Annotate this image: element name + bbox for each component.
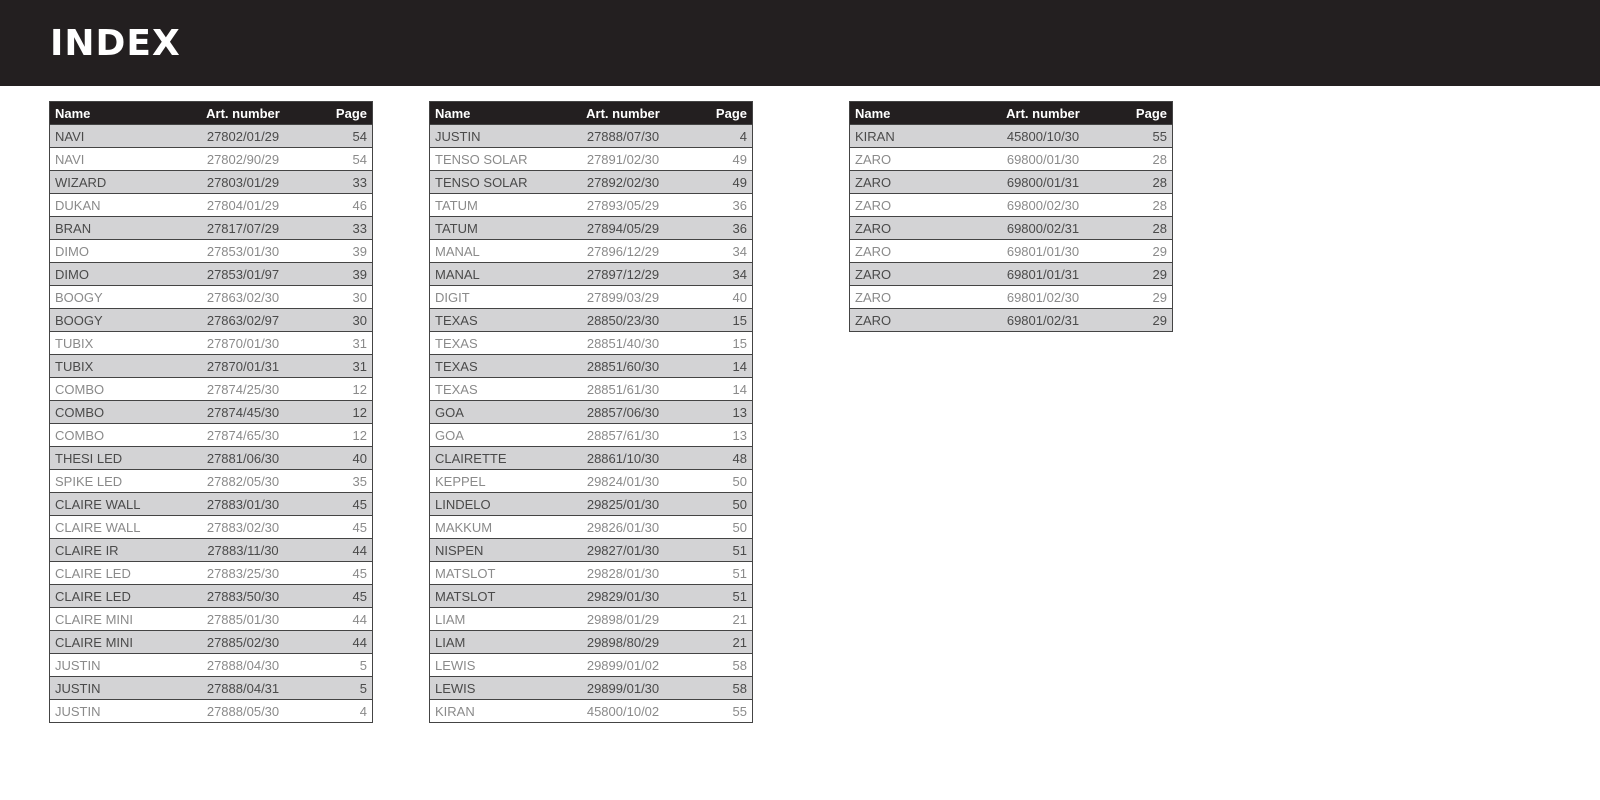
table-row xyxy=(430,654,753,677)
table-row xyxy=(850,217,1173,240)
table-row xyxy=(850,286,1173,309)
cell-page: 44 xyxy=(308,631,373,654)
cell-name: LEWIS xyxy=(430,677,559,700)
cell-page: 13 xyxy=(688,424,753,447)
cell-art-number: 28851/60/30 xyxy=(558,355,688,378)
table-row xyxy=(430,562,753,585)
cell-art-number: 29899/01/02 xyxy=(558,654,688,677)
cell-art-number: 27870/01/31 xyxy=(178,355,308,378)
cell-art-number: 69801/02/31 xyxy=(978,309,1108,332)
cell-art-number: 27882/05/30 xyxy=(178,470,308,493)
table-row xyxy=(50,332,373,355)
table-row xyxy=(50,217,373,240)
column-header-page: Page xyxy=(688,102,753,125)
column-header-name: Name xyxy=(50,102,179,125)
cell-page: 29 xyxy=(1108,309,1173,332)
cell-name: LINDELO xyxy=(430,493,559,516)
cell-page: 40 xyxy=(688,286,753,309)
table-row xyxy=(50,562,373,585)
table-row xyxy=(50,401,373,424)
cell-name: MATSLOT xyxy=(430,562,559,585)
table-row xyxy=(850,148,1173,171)
table-row xyxy=(50,378,373,401)
table-row xyxy=(50,286,373,309)
cell-name: ZARO xyxy=(850,309,979,332)
cell-art-number: 27804/01/29 xyxy=(178,194,308,217)
cell-art-number: 27888/04/31 xyxy=(178,677,308,700)
cell-name: DUKAN xyxy=(50,194,179,217)
cell-page: 14 xyxy=(688,355,753,378)
table-row xyxy=(50,608,373,631)
cell-name: MANAL xyxy=(430,240,559,263)
table-row xyxy=(430,677,753,700)
cell-name: DIGIT xyxy=(430,286,559,309)
table-row xyxy=(50,539,373,562)
table-row xyxy=(430,378,753,401)
cell-name: TEXAS xyxy=(430,309,559,332)
cell-page: 51 xyxy=(688,585,753,608)
cell-art-number: 69801/01/31 xyxy=(978,263,1108,286)
table-row xyxy=(430,125,753,148)
cell-name: JUSTIN xyxy=(430,125,559,148)
cell-name: TENSO SOLAR xyxy=(430,148,559,171)
cell-page: 36 xyxy=(688,217,753,240)
table-row xyxy=(850,194,1173,217)
table-row xyxy=(430,516,753,539)
cell-art-number: 27891/02/30 xyxy=(558,148,688,171)
cell-art-number: 29827/01/30 xyxy=(558,539,688,562)
cell-name: JUSTIN xyxy=(50,677,179,700)
cell-name: KIRAN xyxy=(430,700,559,723)
cell-page: 28 xyxy=(1108,148,1173,171)
cell-name: COMBO xyxy=(50,378,179,401)
cell-page: 40 xyxy=(308,447,373,470)
cell-page: 58 xyxy=(688,677,753,700)
page-title: INDEX xyxy=(50,23,181,64)
cell-page: 28 xyxy=(1108,194,1173,217)
column-header-page: Page xyxy=(1108,102,1173,125)
cell-art-number: 27802/01/29 xyxy=(178,125,308,148)
cell-art-number: 27894/05/29 xyxy=(558,217,688,240)
table-header-row xyxy=(850,102,1173,125)
cell-page: 33 xyxy=(308,217,373,240)
cell-name: NISPEN xyxy=(430,539,559,562)
cell-name: TATUM xyxy=(430,194,559,217)
cell-page: 14 xyxy=(688,378,753,401)
table-row xyxy=(50,355,373,378)
cell-page: 4 xyxy=(688,125,753,148)
cell-name: LEWIS xyxy=(430,654,559,677)
cell-art-number: 27888/07/30 xyxy=(558,125,688,148)
cell-name: GOA xyxy=(430,401,559,424)
cell-name: TENSO SOLAR xyxy=(430,171,559,194)
column-header-name: Name xyxy=(850,102,979,125)
cell-name: ZARO xyxy=(850,194,979,217)
table-row xyxy=(430,332,753,355)
cell-art-number: 28850/23/30 xyxy=(558,309,688,332)
column-header-name: Name xyxy=(430,102,559,125)
cell-page: 29 xyxy=(1108,263,1173,286)
cell-page: 45 xyxy=(308,585,373,608)
table-row xyxy=(430,539,753,562)
cell-art-number: 29828/01/30 xyxy=(558,562,688,585)
cell-name: WIZARD xyxy=(50,171,179,194)
table-row xyxy=(430,470,753,493)
cell-page: 13 xyxy=(688,401,753,424)
cell-name: ZARO xyxy=(850,171,979,194)
cell-art-number: 27888/05/30 xyxy=(178,700,308,723)
table-row xyxy=(850,171,1173,194)
cell-art-number: 27883/01/30 xyxy=(178,493,308,516)
cell-art-number: 69800/01/30 xyxy=(978,148,1108,171)
cell-name: CLAIRE MINI xyxy=(50,631,179,654)
table-row xyxy=(50,654,373,677)
cell-name: MANAL xyxy=(430,263,559,286)
cell-page: 45 xyxy=(308,562,373,585)
column-header-art-number: Art. number xyxy=(978,102,1108,125)
cell-art-number: 27863/02/30 xyxy=(178,286,308,309)
table-row xyxy=(430,631,753,654)
cell-art-number: 29898/01/29 xyxy=(558,608,688,631)
cell-page: 21 xyxy=(688,631,753,654)
cell-name: ZARO xyxy=(850,240,979,263)
index-table-2 xyxy=(429,101,753,723)
cell-name: CLAIRE MINI xyxy=(50,608,179,631)
table-row xyxy=(430,700,753,723)
cell-art-number: 27817/07/29 xyxy=(178,217,308,240)
cell-page: 51 xyxy=(688,562,753,585)
cell-page: 4 xyxy=(308,700,373,723)
cell-art-number: 29825/01/30 xyxy=(558,493,688,516)
cell-art-number: 28851/40/30 xyxy=(558,332,688,355)
cell-page: 45 xyxy=(308,493,373,516)
cell-name: NAVI xyxy=(50,125,179,148)
cell-page: 5 xyxy=(308,677,373,700)
cell-art-number: 29826/01/30 xyxy=(558,516,688,539)
cell-art-number: 29824/01/30 xyxy=(558,470,688,493)
cell-page: 28 xyxy=(1108,217,1173,240)
cell-name: THESI LED xyxy=(50,447,179,470)
cell-name: ZARO xyxy=(850,148,979,171)
cell-art-number: 29829/01/30 xyxy=(558,585,688,608)
cell-page: 28 xyxy=(1108,171,1173,194)
cell-page: 45 xyxy=(308,516,373,539)
cell-name: BOOGY xyxy=(50,309,179,332)
column-header-art-number: Art. number xyxy=(178,102,308,125)
cell-page: 31 xyxy=(308,355,373,378)
cell-page: 5 xyxy=(308,654,373,677)
cell-art-number: 69800/01/31 xyxy=(978,171,1108,194)
table-row xyxy=(430,148,753,171)
cell-page: 54 xyxy=(308,148,373,171)
table-row xyxy=(50,148,373,171)
table-row xyxy=(430,217,753,240)
cell-page: 30 xyxy=(308,309,373,332)
cell-name: SPIKE LED xyxy=(50,470,179,493)
cell-art-number: 28857/06/30 xyxy=(558,401,688,424)
table-row xyxy=(430,171,753,194)
cell-art-number: 27874/25/30 xyxy=(178,378,308,401)
cell-art-number: 28851/61/30 xyxy=(558,378,688,401)
cell-name: NAVI xyxy=(50,148,179,171)
cell-page: 54 xyxy=(308,125,373,148)
cell-name: DIMO xyxy=(50,240,179,263)
table-row xyxy=(430,401,753,424)
cell-page: 12 xyxy=(308,424,373,447)
cell-art-number: 27896/12/29 xyxy=(558,240,688,263)
cell-page: 33 xyxy=(308,171,373,194)
cell-page: 50 xyxy=(688,493,753,516)
cell-art-number: 27883/11/30 xyxy=(178,539,308,562)
table-row xyxy=(430,355,753,378)
table-row xyxy=(50,263,373,286)
cell-art-number: 27853/01/30 xyxy=(178,240,308,263)
cell-name: KIRAN xyxy=(850,125,979,148)
cell-page: 29 xyxy=(1108,240,1173,263)
cell-name: LIAM xyxy=(430,608,559,631)
cell-name: ZARO xyxy=(850,263,979,286)
cell-page: 21 xyxy=(688,608,753,631)
column-header-art-number: Art. number xyxy=(558,102,688,125)
cell-art-number: 27893/05/29 xyxy=(558,194,688,217)
cell-name: BRAN xyxy=(50,217,179,240)
table-row xyxy=(430,263,753,286)
table-row xyxy=(50,424,373,447)
table-row xyxy=(430,424,753,447)
cell-art-number: 29899/01/30 xyxy=(558,677,688,700)
cell-art-number: 69800/02/31 xyxy=(978,217,1108,240)
index-table-1 xyxy=(49,101,373,723)
cell-art-number: 29898/80/29 xyxy=(558,631,688,654)
table-row xyxy=(430,286,753,309)
cell-page: 30 xyxy=(308,286,373,309)
table-row xyxy=(430,608,753,631)
cell-page: 39 xyxy=(308,240,373,263)
cell-art-number: 27874/65/30 xyxy=(178,424,308,447)
table-header-row xyxy=(50,102,373,125)
table-row xyxy=(50,125,373,148)
cell-art-number: 27802/90/29 xyxy=(178,148,308,171)
table-row xyxy=(430,585,753,608)
table-row xyxy=(50,493,373,516)
cell-art-number: 27853/01/97 xyxy=(178,263,308,286)
cell-name: TEXAS xyxy=(430,355,559,378)
table-row xyxy=(50,171,373,194)
cell-page: 44 xyxy=(308,539,373,562)
cell-page: 29 xyxy=(1108,286,1173,309)
cell-name: CLAIRE LED xyxy=(50,585,179,608)
cell-page: 49 xyxy=(688,171,753,194)
cell-name: TEXAS xyxy=(430,332,559,355)
table-row xyxy=(50,309,373,332)
cell-art-number: 27870/01/30 xyxy=(178,332,308,355)
index-table-3 xyxy=(849,101,1173,332)
cell-art-number: 69801/02/30 xyxy=(978,286,1108,309)
cell-name: TEXAS xyxy=(430,378,559,401)
cell-page: 50 xyxy=(688,470,753,493)
cell-name: LIAM xyxy=(430,631,559,654)
cell-name: MATSLOT xyxy=(430,585,559,608)
cell-name: CLAIRE IR xyxy=(50,539,179,562)
cell-page: 55 xyxy=(688,700,753,723)
cell-page: 12 xyxy=(308,401,373,424)
cell-page: 36 xyxy=(688,194,753,217)
table-row xyxy=(50,677,373,700)
cell-art-number: 69800/02/30 xyxy=(978,194,1108,217)
cell-page: 46 xyxy=(308,194,373,217)
cell-art-number: 45800/10/30 xyxy=(978,125,1108,148)
cell-art-number: 27885/02/30 xyxy=(178,631,308,654)
cell-name: KEPPEL xyxy=(430,470,559,493)
cell-art-number: 45800/10/02 xyxy=(558,700,688,723)
table-row xyxy=(50,470,373,493)
cell-art-number: 27874/45/30 xyxy=(178,401,308,424)
cell-name: CLAIRE LED xyxy=(50,562,179,585)
cell-page: 34 xyxy=(688,240,753,263)
table-row xyxy=(430,194,753,217)
cell-art-number: 27885/01/30 xyxy=(178,608,308,631)
table-row xyxy=(850,240,1173,263)
cell-art-number: 27883/02/30 xyxy=(178,516,308,539)
cell-name: TATUM xyxy=(430,217,559,240)
cell-page: 50 xyxy=(688,516,753,539)
table-row xyxy=(850,125,1173,148)
cell-art-number: 27803/01/29 xyxy=(178,171,308,194)
table-row xyxy=(50,585,373,608)
cell-art-number: 28861/10/30 xyxy=(558,447,688,470)
table-row xyxy=(850,263,1173,286)
cell-name: MAKKUM xyxy=(430,516,559,539)
cell-name: ZARO xyxy=(850,286,979,309)
cell-page: 48 xyxy=(688,447,753,470)
cell-name: TUBIX xyxy=(50,355,179,378)
cell-page: 35 xyxy=(308,470,373,493)
cell-name: JUSTIN xyxy=(50,654,179,677)
table-row xyxy=(50,700,373,723)
page-header xyxy=(0,0,1600,86)
cell-name: JUSTIN xyxy=(50,700,179,723)
table-row xyxy=(430,240,753,263)
table-row xyxy=(50,447,373,470)
cell-art-number: 27881/06/30 xyxy=(178,447,308,470)
column-header-page: Page xyxy=(308,102,373,125)
cell-art-number: 27883/25/30 xyxy=(178,562,308,585)
cell-page: 15 xyxy=(688,332,753,355)
table-row xyxy=(430,447,753,470)
cell-page: 12 xyxy=(308,378,373,401)
cell-name: COMBO xyxy=(50,424,179,447)
cell-page: 58 xyxy=(688,654,753,677)
table-row xyxy=(50,194,373,217)
table-row xyxy=(50,516,373,539)
cell-name: CLAIRETTE xyxy=(430,447,559,470)
cell-art-number: 28857/61/30 xyxy=(558,424,688,447)
cell-page: 39 xyxy=(308,263,373,286)
cell-page: 55 xyxy=(1108,125,1173,148)
cell-page: 15 xyxy=(688,309,753,332)
cell-art-number: 27899/03/29 xyxy=(558,286,688,309)
cell-art-number: 27892/02/30 xyxy=(558,171,688,194)
cell-page: 51 xyxy=(688,539,753,562)
cell-art-number: 27863/02/97 xyxy=(178,309,308,332)
cell-page: 49 xyxy=(688,148,753,171)
cell-page: 44 xyxy=(308,608,373,631)
cell-art-number: 27883/50/30 xyxy=(178,585,308,608)
table-row xyxy=(50,240,373,263)
cell-name: COMBO xyxy=(50,401,179,424)
cell-name: BOOGY xyxy=(50,286,179,309)
cell-name: CLAIRE WALL xyxy=(50,516,179,539)
cell-art-number: 69801/01/30 xyxy=(978,240,1108,263)
table-row xyxy=(50,631,373,654)
cell-name: TUBIX xyxy=(50,332,179,355)
cell-page: 34 xyxy=(688,263,753,286)
table-header-row xyxy=(430,102,753,125)
cell-art-number: 27888/04/30 xyxy=(178,654,308,677)
cell-name: DIMO xyxy=(50,263,179,286)
cell-name: ZARO xyxy=(850,217,979,240)
table-row xyxy=(430,309,753,332)
table-row xyxy=(430,493,753,516)
cell-art-number: 27897/12/29 xyxy=(558,263,688,286)
table-row xyxy=(850,309,1173,332)
cell-name: CLAIRE WALL xyxy=(50,493,179,516)
cell-name: GOA xyxy=(430,424,559,447)
cell-page: 31 xyxy=(308,332,373,355)
